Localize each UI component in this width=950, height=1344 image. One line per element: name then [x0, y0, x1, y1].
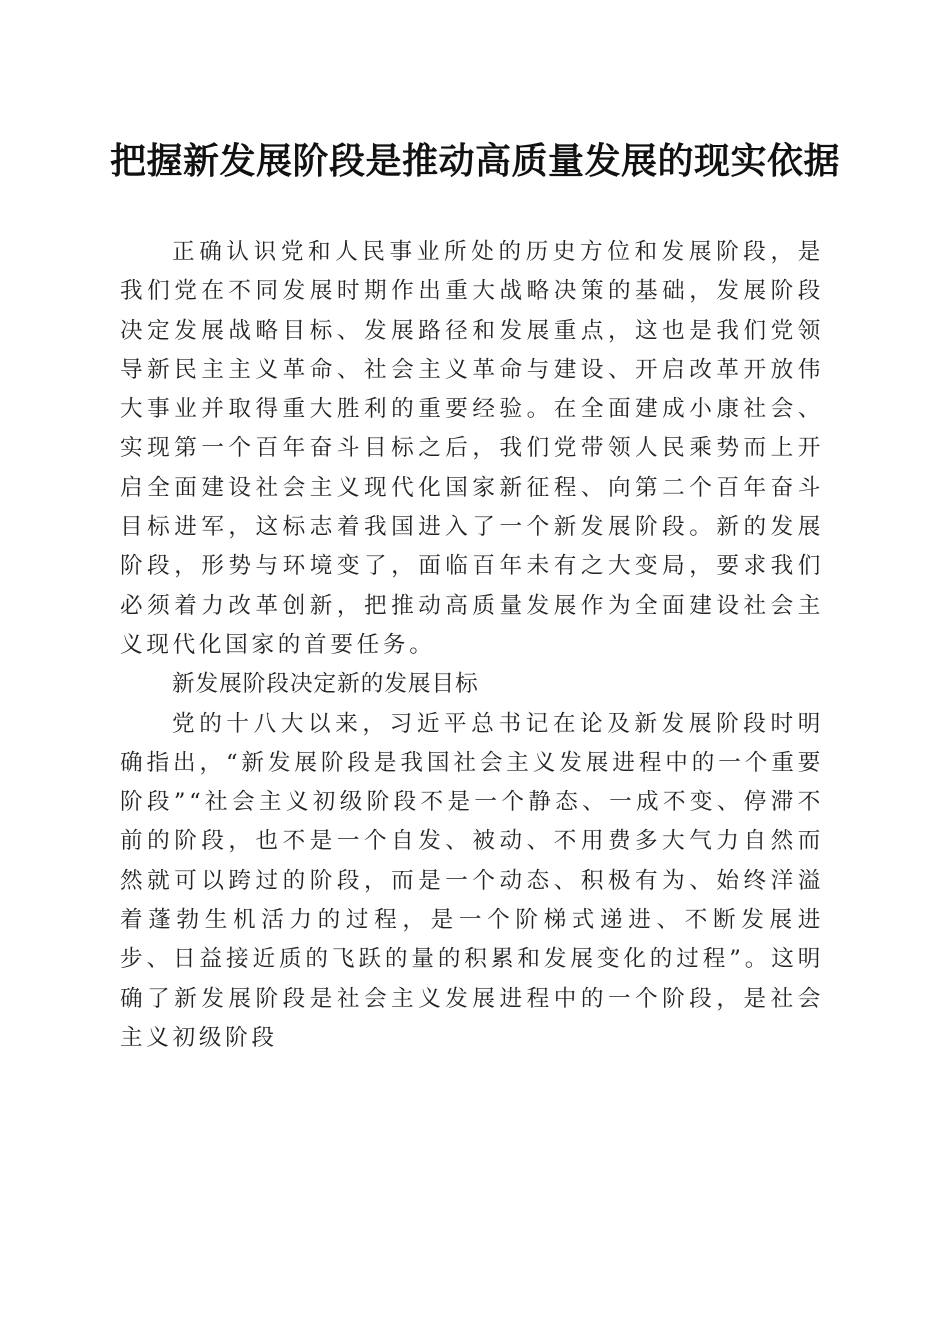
paragraph-section-1: 党的十八大以来，习近平总书记在论及新发展阶段时明确指出，“新发展阶段是我国社会主义发展进程中的一个重要阶段”“社会主义初级阶段不是一个静态、一成不变、停滞不前的阶段，也不是一个自发、被动、不用费多大气力自然而然就可以跨过的阶段，而是一个动态、积极有为、始终洋溢着蓬勃生机活力的过程，是一个阶梯式递进、不断发展进步、日益接近质的飞跃的量的积累和发展变化的过程”。这明确了新发展阶段是社会主义发展进程中的一个阶段，是社会主义初级阶段: [120, 710, 824, 1051]
document-title: 把握新发展阶段是推动高质量发展的现实依据: [109, 141, 840, 182]
section-heading: 新发展阶段决定新的发展目标: [172, 671, 479, 698]
document-body: [120, 233, 824, 1058]
paragraph-intro: 正确认识党和人民事业所处的历史方位和发展阶段，是我们党在不同发展时期作出重大战略决策的基础，发展阶段决定发展战略目标、发展路径和发展重点，这也是我们党领导新民主主义革命、社会主义革命与建设、开启改革开放伟大事业并取得重大胜利的重要经验。在全面建成小康社会、实现第一个百年奋斗目标之后，我们党带领人民乘势而上开启全面建设社会主义现代化国家新征程、向第二个百年奋斗目标进军，这标志着我国进入了一个新发展阶段。新的发展阶段，形势与环境变了，面临百年未有之大变局，要求我们必须着力改革创新，把推动高质量发展作为全面建设社会主义现代化国家的首要任务。: [120, 239, 824, 658]
